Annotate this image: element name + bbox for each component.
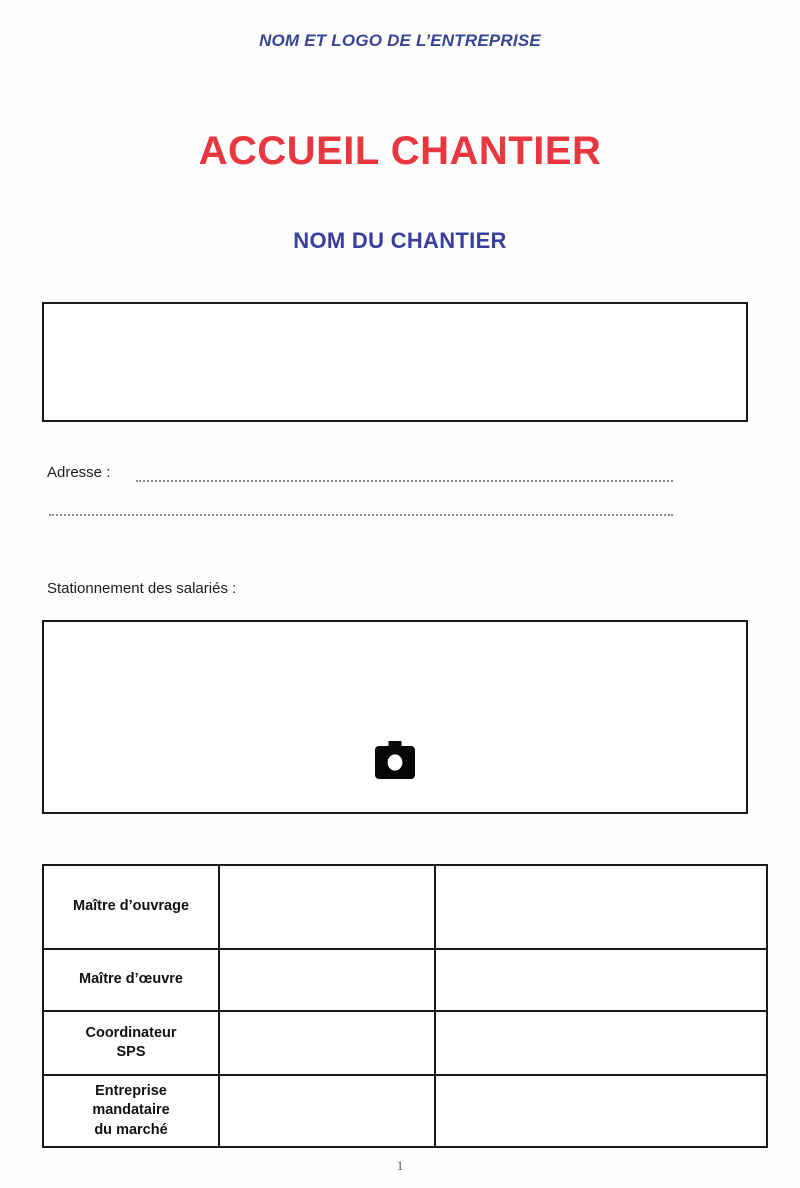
table-row xyxy=(43,1011,767,1075)
page-title: ACCUEIL CHANTIER xyxy=(198,129,602,173)
site-name-box[interactable] xyxy=(42,302,748,422)
stakeholder-label-maitre-doeuvre: Maître d’œuvre xyxy=(43,949,219,1011)
address-line-2[interactable] xyxy=(49,512,673,516)
stakeholder-value-b[interactable] xyxy=(435,865,767,949)
stakeholder-label-maitre-douvrage: Maître d’ouvrage xyxy=(43,865,219,949)
address-label: Adresse : xyxy=(47,464,111,481)
address-line-1[interactable] xyxy=(136,478,673,482)
stakeholder-value-a[interactable] xyxy=(219,1011,435,1075)
stakeholder-value-a[interactable] xyxy=(219,949,435,1011)
stakeholder-label-coordinateur-sps: Coordinateur SPS xyxy=(43,1011,219,1075)
stakeholder-value-b[interactable] xyxy=(435,1075,767,1147)
company-header: NOM ET LOGO DE L’ENTREPRISE xyxy=(259,31,541,50)
table-row xyxy=(43,1075,767,1147)
stakeholders-table xyxy=(42,864,768,1148)
table-row xyxy=(43,949,767,1011)
stakeholder-value-b[interactable] xyxy=(435,1011,767,1075)
table-row xyxy=(43,865,767,949)
parking-label: Stationnement des salariés : xyxy=(47,580,237,597)
parking-photo-box[interactable] xyxy=(42,620,748,814)
stakeholder-value-a[interactable] xyxy=(219,1075,435,1147)
page-number: 1 xyxy=(396,1158,404,1173)
stakeholder-value-b[interactable] xyxy=(435,949,767,1011)
site-name-subtitle: NOM DU CHANTIER xyxy=(293,228,507,253)
camera-icon xyxy=(372,741,418,779)
stakeholder-label-entreprise-mandataire: Entreprise mandataire du marché xyxy=(43,1075,219,1147)
stakeholder-value-a[interactable] xyxy=(219,865,435,949)
